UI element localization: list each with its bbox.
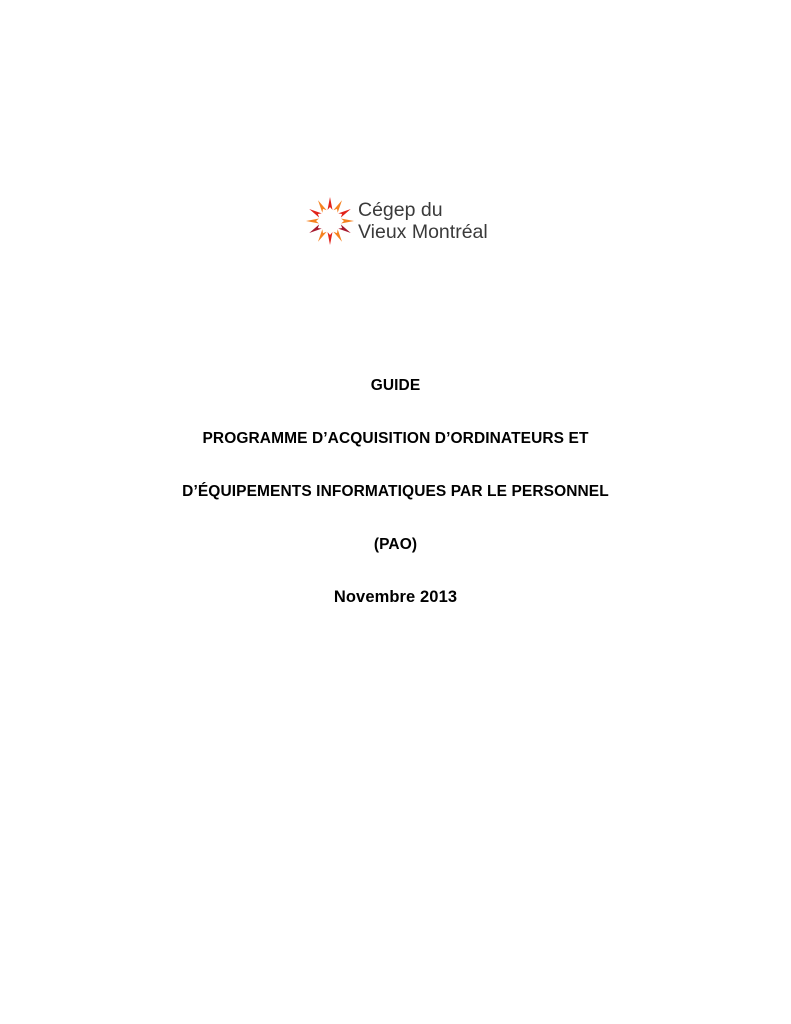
program-title-line2: D’ÉQUIPEMENTS INFORMATIQUES PAR LE PERSONNEL	[182, 483, 609, 500]
logo-petal	[316, 229, 327, 243]
cover-title-block	[0, 372, 791, 637]
college-name-line2: Vieux Montréal	[358, 221, 488, 243]
program-acronym: (PAO)	[373, 536, 418, 553]
college-name-line1: Cégep du	[358, 199, 443, 221]
logo-petal	[328, 197, 333, 210]
logo-petal	[338, 224, 352, 235]
sunburst-logo-icon	[304, 195, 356, 247]
logo-petal	[333, 229, 344, 243]
logo-petal	[333, 199, 344, 213]
program-title-line1: PROGRAMME D’ACQUISITION D’ORDINATEURS ET	[202, 430, 589, 447]
logo-petal	[308, 224, 322, 235]
college-name	[358, 199, 488, 243]
logo-petal	[338, 207, 352, 218]
logo-petal	[341, 219, 354, 224]
doc-type-heading: GUIDE	[370, 377, 421, 394]
publication-date: Novembre 2013	[333, 588, 458, 606]
logo-petal	[306, 219, 319, 224]
college-logo	[304, 195, 504, 247]
logo-petal	[328, 232, 333, 245]
logo-petal	[308, 207, 322, 218]
logo-petal	[316, 199, 327, 213]
